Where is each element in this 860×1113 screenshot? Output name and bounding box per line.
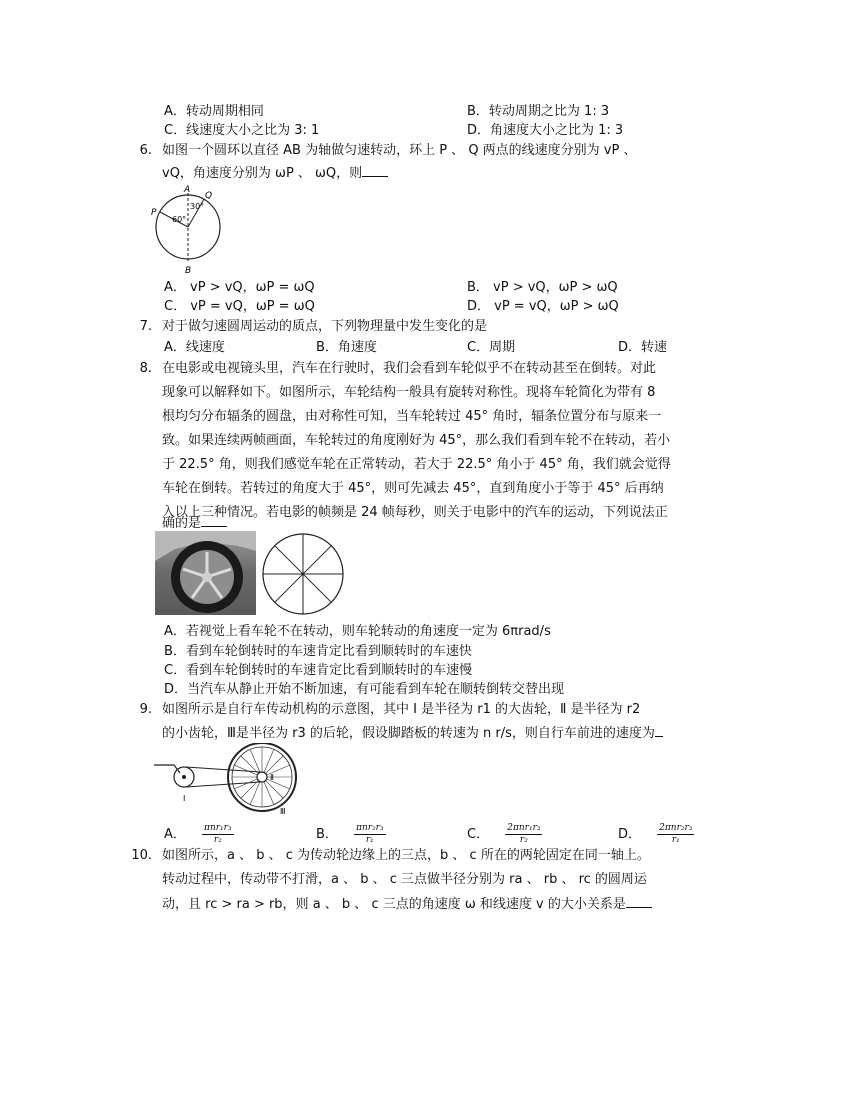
q7-stem: 对于做匀速圆周运动的质点，下列物理量中发生变化的是 (162, 319, 488, 334)
small-gear-ii (257, 772, 267, 782)
q9-option-b: B． $\frac{\text{πnr₂r₃}}{\text{r₁}}$ (316, 823, 384, 845)
q8-option-c: C．看到车轮倒转时的车速肯定比看到顺转时的车速慢 (164, 663, 473, 678)
q10-line-1: 如图所示，a 、 b 、 c 为传动轮边缘上的三点，b 、 c 所在的两轮固定在同一轴上。 (162, 848, 650, 863)
q8-line-5: 于 22.5° 角，则我们感觉车轮在正常转动，若大于 22.5° 角小于 45° 角，我们就会觉得 (162, 457, 671, 472)
eight-spoke-wheel-diagram (260, 531, 346, 617)
q10-number: 10. (131, 848, 152, 863)
q8-line-4: 致。如果连续两帧画面，车轮转过的角度刚好为 45°，那么我们看到车轮不在转动，若小 (162, 433, 671, 448)
q7-option-d: D．转速 (618, 340, 668, 355)
q8-line-2: 现象可以解释如下。如图所示，车轮结构一般具有旋转对称性。现将车轮简化为带有 8 (162, 385, 656, 400)
q9-option-d: D． $\frac{\text{2πnr₂r₃}}{\text{r₁}}$ (618, 823, 693, 845)
q8-option-b: B．看到车轮倒转时的车速肯定比看到顺转时的车速快 (164, 644, 472, 659)
q6-option-a: A． vP > vQ，ωP = ωQ (164, 280, 315, 295)
q9-number: 9. (139, 702, 152, 717)
q8-line-8: 确的是 (162, 514, 227, 533)
label-gear-i: Ⅰ (183, 794, 186, 803)
bicycle-transmission-figure (152, 743, 307, 815)
q8-line-3: 根均匀分布辐条的圆盘，由对称性可知，当车轮转过 45° 角时，辐条位置分布与原来一 (162, 409, 662, 424)
q7-option-b: B．角速度 (316, 340, 377, 355)
q8-option-d: D．当汽车从静止开始不断加速，有可能看到车轮在顺转倒转交替出现 (164, 682, 565, 697)
q5-option-b: B．转动周期之比为 1: 3 (467, 104, 610, 119)
q8-line-6: 车轮在倒转。若转过的角度大于 45°，则可先减去 45°，直到角度小于等于 45° 后再纳 (162, 481, 664, 496)
angle-30: 30° (190, 202, 205, 211)
answer-blank (626, 895, 652, 908)
q9-option-a: A． $\frac{\text{πnr₁r₃}}{\text{r₂}}$ (164, 823, 232, 845)
q7-number: 7. (139, 319, 152, 334)
q10-line-3: 动，且 rc > ra > rb，则 a 、 b 、 c 三点的角速度 ω 和线速度 v 的大小关系是 (162, 895, 652, 914)
q5-option-a: A．转动周期相同 (164, 104, 264, 119)
label-q: Q (205, 191, 213, 201)
q6-stem-line1: 如图一个圆环以直径 AB 为轴做匀速转动，环上 P 、 Q 两点的线速度分别为 vP 、 (162, 143, 637, 158)
q6-option-d: D． vP = vQ，ωP > ωQ (467, 299, 619, 314)
q6-stem-line2: vQ，角速度分别为 ωP 、 ωQ，则 (162, 164, 388, 183)
angle-60: 60° (172, 215, 187, 224)
q9-option-c: C． $\frac{\text{2πnr₁r₃}}{\text{r₂}}$ (467, 823, 541, 845)
label-p: P (151, 208, 157, 218)
answer-blank (655, 724, 663, 737)
q8-line-1: 在电影或电视镜头里，汽车在行驶时，我们会看到车轮似乎不在转动甚至在倒转。对此 (162, 361, 657, 376)
q5-option-c: C．线速度大小之比为 3: 1 (164, 123, 320, 138)
label-wheel-iii: Ⅲ (280, 807, 286, 815)
q7-option-a: A．线速度 (164, 340, 225, 355)
car-wheel-photo (155, 531, 256, 615)
q6-option-c: C． vP = vQ，ωP = ωQ (164, 299, 315, 314)
q9-stem-line1: 如图所示是自行车传动机构的示意图，其中 Ⅰ 是半径为 r1 的大齿轮，Ⅱ 是半径为 r2 (162, 702, 641, 717)
q8-number: 8. (139, 361, 152, 376)
q7-option-c: C．周期 (467, 340, 516, 355)
label-b: B (185, 266, 192, 275)
q8-line-7: 入以上三种情况。若电影的帧频是 24 帧每秒，则关于电影中的汽车的运动，下列说法正 (162, 505, 668, 520)
q10-line-2: 转动过程中，传动带不打滑，a 、 b 、 c 三点做半径分别为 ra 、 rb 、 rc 的圆周运 (162, 872, 647, 887)
q6-number: 6. (139, 143, 152, 158)
answer-blank (201, 514, 227, 527)
q6-ring-figure (150, 185, 225, 275)
label-gear-ii: Ⅱ (270, 773, 274, 782)
q8-option-a: A．若视觉上看车轮不在转动，则车轮转动的角速度一定为 6πrad/s (164, 624, 551, 639)
answer-blank (362, 164, 388, 177)
q5-option-d: D．角速度大小之比为 1: 3 (467, 123, 624, 138)
q6-option-b: B． vP > vQ，ωP > ωQ (467, 280, 618, 295)
label-a: A (184, 185, 191, 195)
q9-stem-line2: 的小齿轮，Ⅲ是半径为 r3 的后轮，假设脚踏板的转速为 n r/s，则自行车前进的速度为 (162, 724, 663, 743)
